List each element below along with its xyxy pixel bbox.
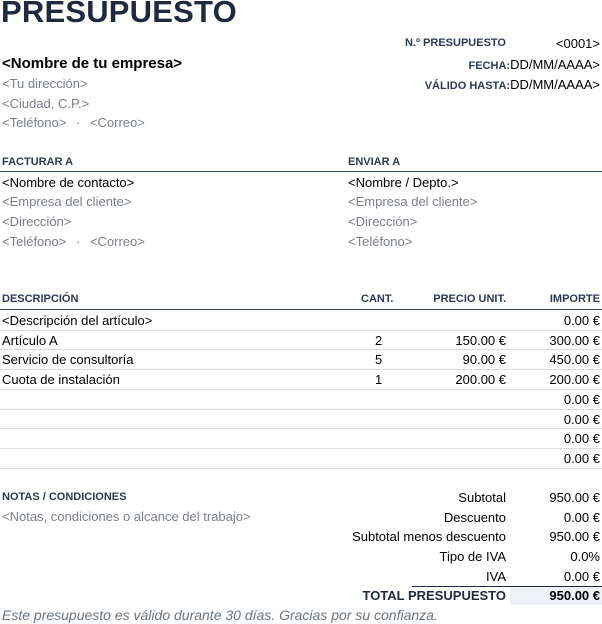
section-rule (0, 171, 602, 172)
cell-unit-price: 200.00 € (455, 372, 506, 388)
cell-unit-price: 150.00 € (455, 332, 506, 348)
valid-until-value: DD/MM/AAAA> (510, 77, 600, 92)
cell-amount: 0.00 € (563, 411, 600, 427)
document-title: PRESUPUESTO (1, 0, 237, 29)
bill-to-phone: <Teléfono> (2, 234, 67, 249)
bill-to-email: <Correo> (89, 234, 145, 249)
col-header-description: DESCRIPCIÓN (2, 293, 79, 305)
company-phone: <Teléfono> (2, 115, 67, 130)
cell-amount: 0.00 € (563, 431, 600, 447)
tax-rate-label: Tipo de IVA (439, 549, 506, 564)
col-header-unit-price: PRECIO UNIT. (433, 293, 506, 305)
company-email: <Correo> (89, 115, 145, 130)
cell-amount: 0.00 € (563, 450, 600, 466)
valid-until-label: VÁLIDO HASTA: (424, 80, 511, 92)
tax-rate-value: 0.0% (570, 549, 600, 564)
subtotal-label: Subtotal (458, 490, 506, 505)
quote-date (469, 56, 601, 74)
cell-qty: 1 (375, 372, 383, 388)
tax-value: 0.00 € (563, 569, 600, 584)
quote-number-value: <0001> (555, 36, 600, 51)
notes-text: <Notas, condiciones o alcance del trabajo> (2, 509, 251, 524)
cell-amount: 0.00 € (563, 313, 600, 328)
cell-amount: 200.00 € (549, 372, 600, 388)
discount-label: Descuento (443, 510, 506, 525)
table-row (0, 449, 602, 468)
total-value: 950.00 € (549, 588, 600, 603)
company-name: <Nombre de tu empresa> (2, 55, 183, 72)
cell-unit-price: 90.00 € (462, 352, 506, 368)
subtotal-value: 950.00 € (549, 490, 600, 505)
table-row (0, 311, 602, 330)
footer-note: Este presupuesto es válido durante 30 días. Gracias por su confianza. (2, 607, 438, 623)
quote-date-label: FECHA: (468, 60, 511, 72)
col-header-qty: CANT. (361, 293, 394, 305)
bill-to-address: <Dirección> (2, 214, 72, 229)
cell-qty: 2 (375, 332, 383, 348)
discount-value: 0.00 € (563, 510, 600, 525)
table-header-rule (0, 309, 602, 310)
separator-dot: · (75, 234, 81, 249)
table-row (0, 429, 602, 448)
ship-to-name: <Nombre / Depto.> (348, 175, 459, 190)
cell-amount: 0.00 € (563, 391, 600, 407)
row-divider (0, 468, 602, 469)
total-label: TOTAL PRESUPUESTO (362, 588, 506, 603)
company-address: <Tu dirección> (2, 76, 88, 91)
bill-to-company: <Empresa del cliente> (2, 194, 132, 209)
ship-to-address: <Dirección> (348, 214, 418, 229)
ship-to-phone: <Teléfono> (348, 234, 413, 249)
bill-to-heading: FACTURAR A (2, 156, 74, 168)
tax-label: IVA (486, 569, 506, 584)
subtotal-less-discount-label: Subtotal menos descuento (352, 529, 506, 544)
table-row (0, 390, 602, 409)
cell-amount: 300.00 € (549, 332, 600, 348)
table-row (0, 331, 602, 350)
col-header-amount: IMPORTE (549, 293, 600, 305)
bill-to-contact-line (2, 234, 145, 249)
company-city: <Ciudad, C.P.> (2, 96, 90, 111)
quote-valid-until (425, 76, 600, 94)
cell-description: Artículo A (2, 332, 58, 348)
company-contact-line (2, 115, 145, 130)
separator-dot: · (75, 115, 81, 130)
quote-number-label: N.º PRESUPUESTO (404, 37, 506, 49)
cell-qty: 5 (375, 352, 383, 368)
quote-date-value: DD/MM/AAAA> (510, 57, 600, 72)
cell-description: Servicio de consultoría (2, 352, 134, 368)
ship-to-heading: ENVIAR A (348, 156, 401, 168)
table-row (0, 410, 602, 429)
bill-to-contact: <Nombre de contacto> (2, 175, 135, 190)
table-row (0, 370, 602, 389)
notes-heading: NOTAS / CONDICIONES (2, 491, 127, 503)
ship-to-company: <Empresa del cliente> (348, 194, 478, 209)
cell-description: <Descripción del artículo> (2, 313, 153, 328)
cell-amount: 450.00 € (549, 352, 600, 368)
cell-description: Cuota de instalación (2, 372, 120, 388)
subtotal-less-discount-value: 950.00 € (549, 529, 600, 544)
table-row (0, 350, 602, 369)
